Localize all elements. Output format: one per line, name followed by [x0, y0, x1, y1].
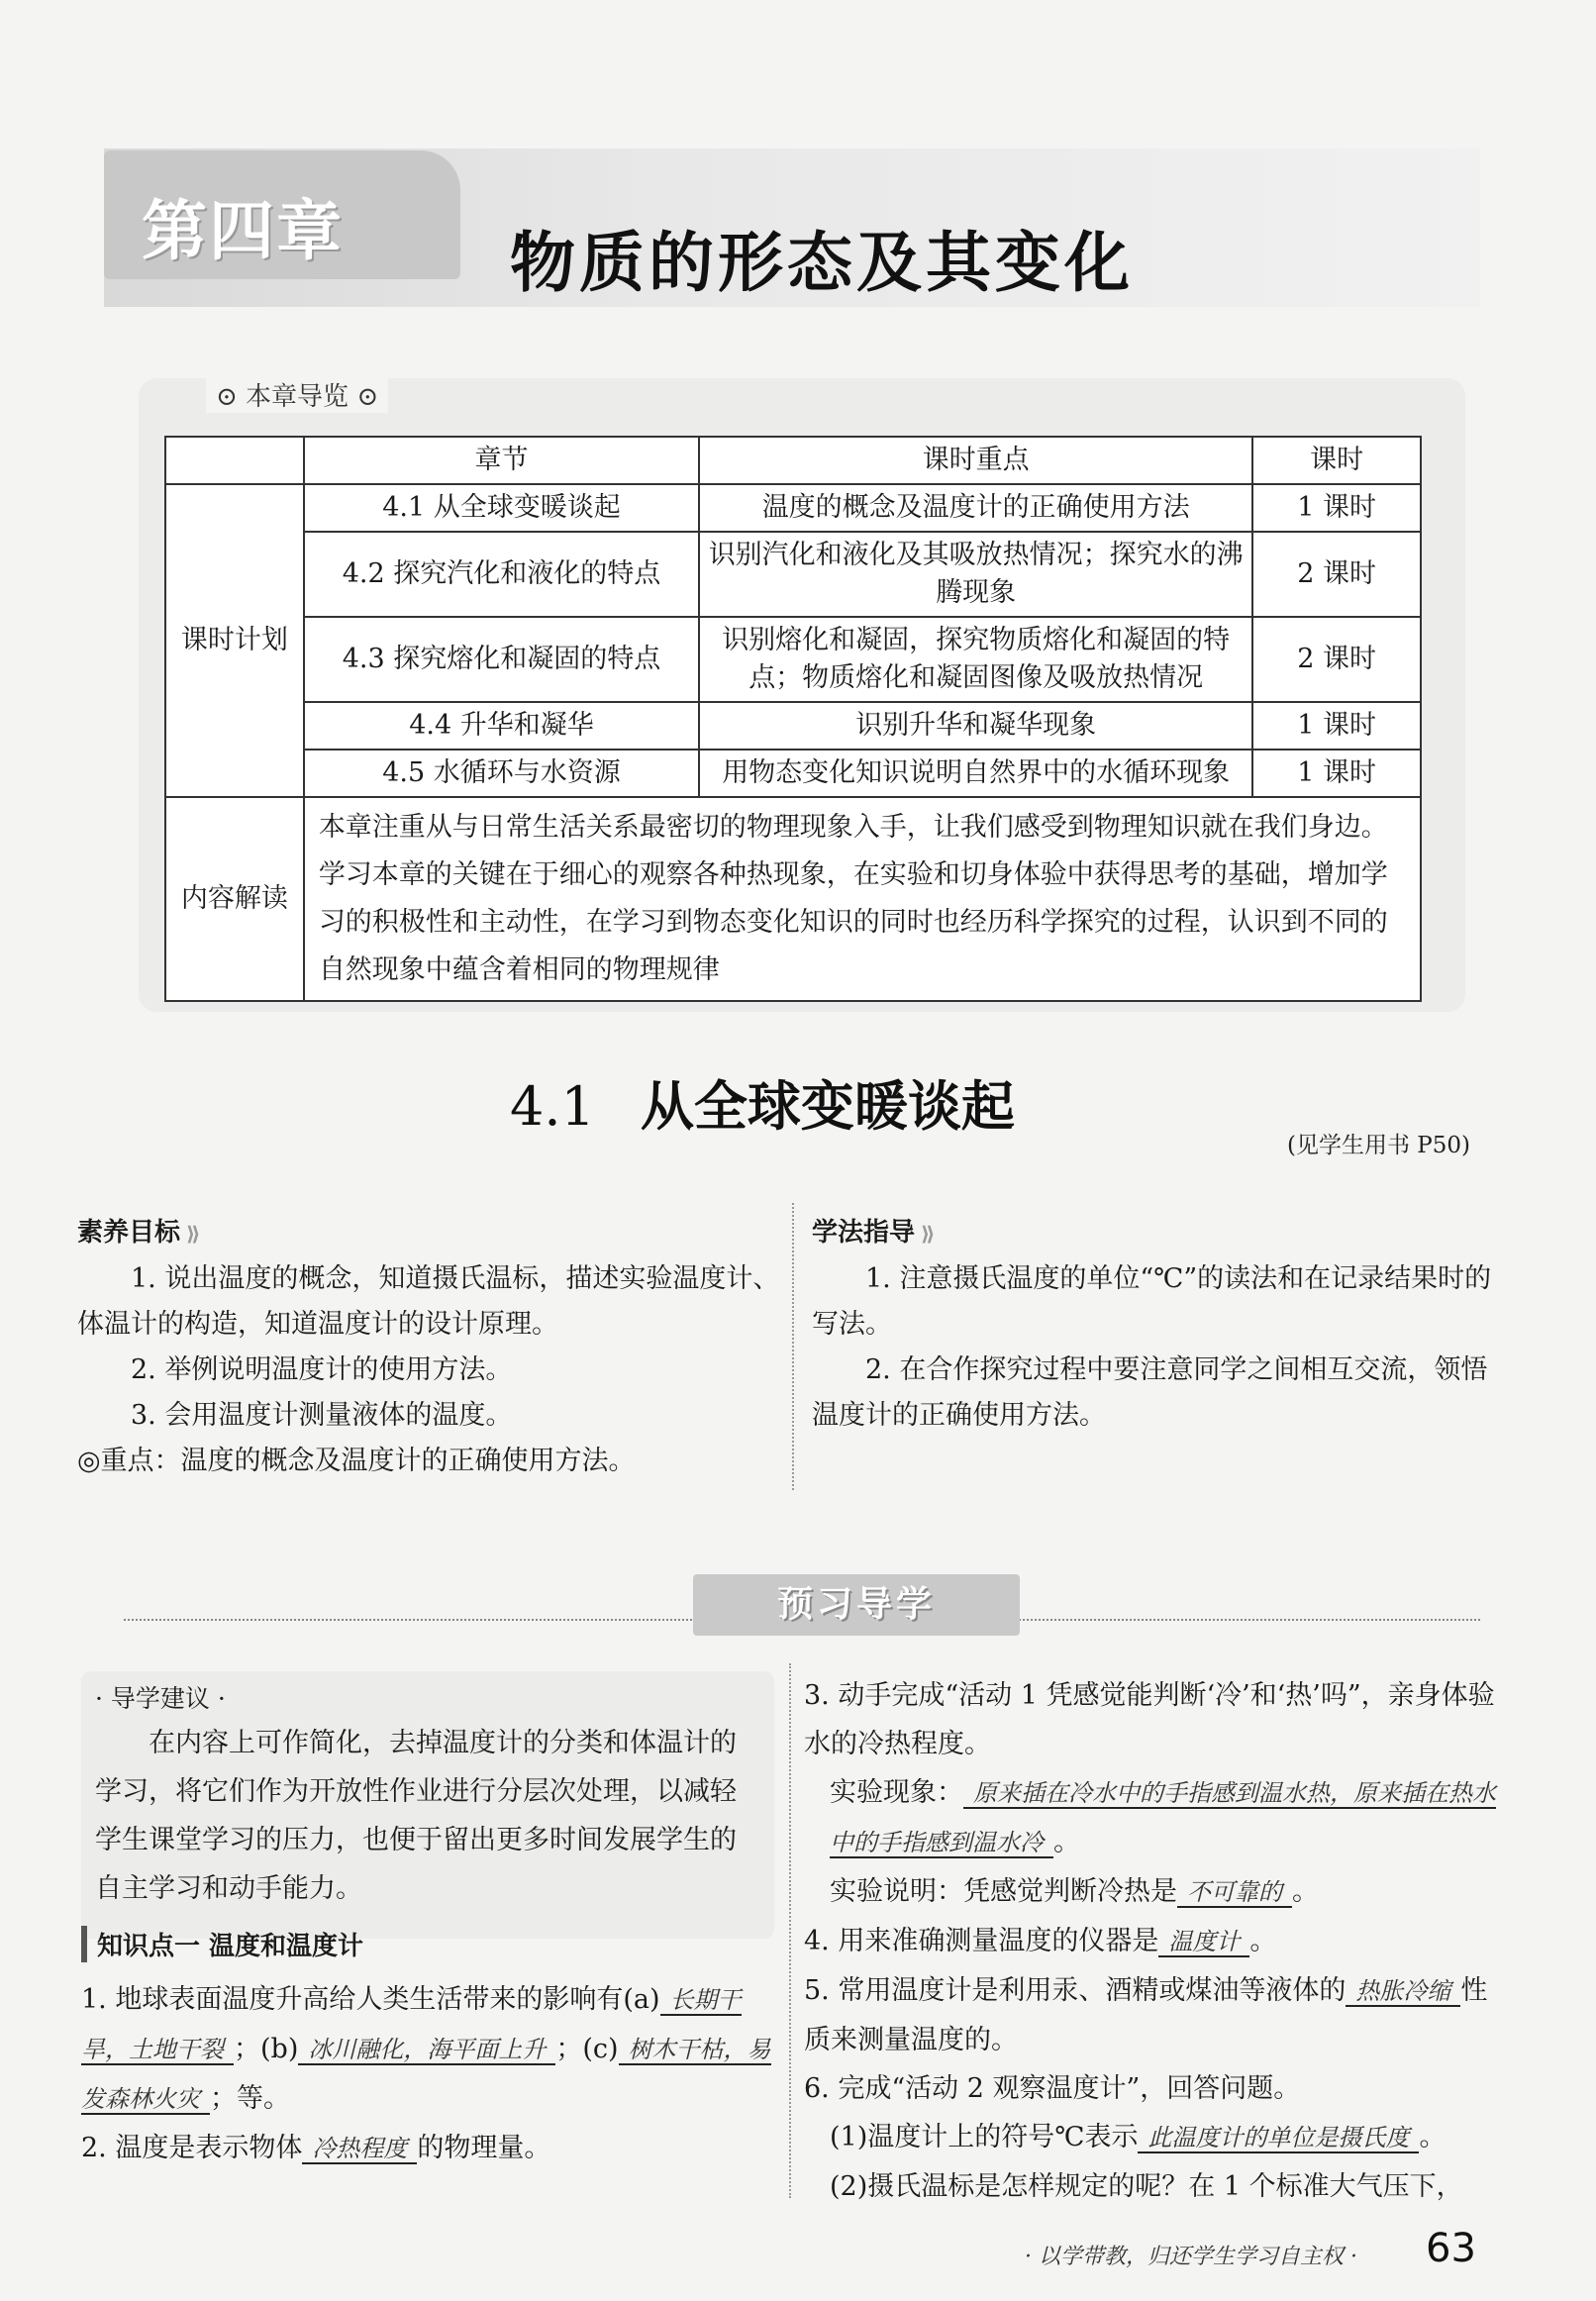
goal-item: 3. 会用温度计测量液体的温度。 — [131, 1400, 513, 1431]
row-focus: 用物态变化知识说明自然界中的水循环现象 — [699, 750, 1252, 797]
goals-heading: 素养目标 ⟫ — [77, 1218, 201, 1248]
question-5: 5. 常用温度计是利用汞、酒精或煤油等液体的 热胀冷缩 性质来测量温度的。 — [804, 1975, 1488, 2055]
content-label: 内容解读 — [165, 797, 304, 1001]
table-row — [165, 617, 1421, 702]
answer-blank: 冰川融化，海平面上升 — [298, 2036, 555, 2065]
row-focus: 温度的概念及温度计的正确使用方法 — [699, 484, 1252, 532]
answer-blank: 温度计 — [1158, 1928, 1249, 1957]
header-hours: 课时 — [1252, 437, 1421, 484]
row-hours: 1 课时 — [1252, 750, 1421, 797]
row-chapter: 4.4 升华和凝华 — [304, 702, 699, 750]
knowledge-point-heading: 知识点一 温度和温度计 — [81, 1926, 363, 1962]
section-number: 4.1 — [510, 1075, 595, 1138]
questions-left — [81, 1975, 774, 2173]
row-chapter: 4.5 水循环与水资源 — [304, 750, 699, 797]
table-row — [165, 532, 1421, 617]
row-chapter: 4.2 探究汽化和液化的特点 — [304, 532, 699, 617]
chapter-overview — [139, 378, 1465, 1012]
answer-blank: 冷热程度 — [302, 2135, 417, 2164]
question-2: 2. 温度是表示物体 冷热程度 的物理量。 — [81, 2133, 551, 2163]
questions-right — [804, 1671, 1507, 2211]
row-hours: 1 课时 — [1252, 702, 1421, 750]
arrow-icon: ⟫ — [186, 1222, 201, 1246]
suggestion-label: · 导学建议 · — [95, 1684, 226, 1713]
table-header-row — [165, 437, 1421, 484]
goal-item: 1. 说出温度的概念，知道摄氏温标，描述实验温度计、体温计的构造，知道温度计的设计原理。 — [77, 1263, 780, 1340]
header-focus: 课时重点 — [699, 437, 1252, 484]
lesson-plan-table — [164, 436, 1422, 1002]
page-number: 63 — [1426, 2226, 1476, 2271]
experiment-explanation: 实验说明：凭感觉判断冷热是 不可靠的 。 — [830, 1876, 1319, 1907]
plan-label: 课时计划 — [165, 484, 304, 797]
content-text: 本章注重从与日常生活关系最密切的物理现象入手，让我们感受到物理知识就在我们身边。学习本章的关键在于细心的观察各种热现象，在实验和切身体验中获得思考的基础，增加学习的积极性和主动性，在学习到物态变化知识的同时也经历科学探究的过程，认识到不同的自然现象中蕴含着相同的物理规律 — [304, 797, 1421, 1001]
answer-blank: 不可靠的 — [1177, 1878, 1292, 1908]
row-focus: 识别升华和凝华现象 — [699, 702, 1252, 750]
column-divider — [792, 1203, 794, 1490]
table-corner — [165, 437, 304, 484]
answer-blank: 热胀冷缩 — [1346, 1977, 1460, 2007]
row-focus: 识别熔化和凝固，探究物质熔化和凝固的特点；物质熔化和凝固图像及吸放热情况 — [699, 617, 1252, 702]
row-hours: 2 课时 — [1252, 617, 1421, 702]
guide-heading: 学法指导 ⟫ — [812, 1218, 936, 1248]
table-row — [165, 484, 1421, 532]
row-chapter: 4.3 探究熔化和凝固的特点 — [304, 617, 699, 702]
row-chapter: 4.1 从全球变暖谈起 — [304, 484, 699, 532]
experiment-phenomenon: 实验现象： 原来插在冷水中的手指感到温水热，原来插在热水中的手指感到温水冷 。 — [830, 1777, 1496, 1857]
teaching-suggestion — [81, 1671, 774, 1939]
question-3: 3. 动手完成“活动 1 凭感觉能判断‘冷’和‘热’吗”，亲身体验水的冷热程度。 — [804, 1680, 1495, 1759]
row-hours: 1 课时 — [1252, 484, 1421, 532]
preview-banner-text: 预习导学 — [776, 1584, 936, 1625]
row-hours: 2 课时 — [1252, 532, 1421, 617]
question-6-part-2: (2)摄氏温标是怎样规定的呢？在 1 个标准大气压下， — [830, 2171, 1463, 2202]
answer-blank: 树木干枯，易发森林火灾 — [81, 2036, 771, 2113]
question-6: 6. 完成“活动 2 观察温度计”，回答问题。 — [804, 2073, 1301, 2104]
suggestion-text: 在内容上可作简化，去掉温度计的分类和体温计的学习，将它们作为开放性作业进行分层次处理，以减轻学生课堂学习的压力，也便于留出更多时间发展学生的自主学习和动手能力。 — [95, 1728, 737, 1904]
header-chapter: 章节 — [304, 437, 699, 484]
overview-label: ⊙ 本章导览 ⊙ — [206, 376, 388, 413]
table-row — [165, 750, 1421, 797]
column-divider — [789, 1663, 791, 2198]
question-6-part-1: (1)温度计上的符号℃表示 此温度计的单位是摄氏度 。 — [830, 2122, 1446, 2152]
table-row — [165, 702, 1421, 750]
footer-motto: · 以学带教，归还学生学习自主权 · — [1025, 2245, 1357, 2269]
answer-blank: 此温度计的单位是摄氏度 — [1138, 2124, 1419, 2153]
chapter-badge-text: 第四章 — [142, 193, 344, 269]
row-focus: 识别汽化和液化及其吸放热情况；探究水的沸腾现象 — [699, 532, 1252, 617]
goal-item: 2. 举例说明温度计的使用方法。 — [131, 1354, 513, 1385]
content-row — [165, 797, 1421, 1001]
question-1: 1. 地球表面温度升高给人类生活带来的影响有(a) 长期干旱，土地干裂 ；(b) 冰川融化，海平面上升 ；(c) 树木干枯，易发森林火灾 ；等。 — [81, 1984, 771, 2114]
question-4: 4. 用来准确测量温度的仪器是 温度计 。 — [804, 1926, 1277, 1956]
section-title — [510, 1064, 1015, 1141]
student-book-reference: (见学生用书 P50) — [1287, 1133, 1470, 1158]
literacy-goals — [77, 1210, 785, 1484]
answer-blank: 原来插在冷水中的手指感到温水热，原来插在热水中的手指感到温水冷 — [830, 1779, 1496, 1856]
chapter-header — [104, 127, 1480, 335]
arrow-icon: ⟫ — [921, 1222, 936, 1246]
guide-item: 1. 注意摄氏温度的单位“℃”的读法和在记录结果时的写法。 — [812, 1263, 1492, 1340]
chapter-title: 物质的形态及其变化 — [510, 225, 1134, 301]
section-title-text: 从全球变暖谈起 — [640, 1074, 1015, 1138]
guide-item: 2. 在合作探究过程中要注意同学之间相互交流，领悟温度计的正确使用方法。 — [812, 1354, 1488, 1431]
preview-banner — [693, 1574, 1020, 1636]
study-guide — [812, 1210, 1505, 1439]
answer-blank: 长期干旱，土地干裂 — [81, 1986, 742, 2063]
key-point: ◎重点：温度的概念及温度计的正确使用方法。 — [77, 1446, 636, 1476]
